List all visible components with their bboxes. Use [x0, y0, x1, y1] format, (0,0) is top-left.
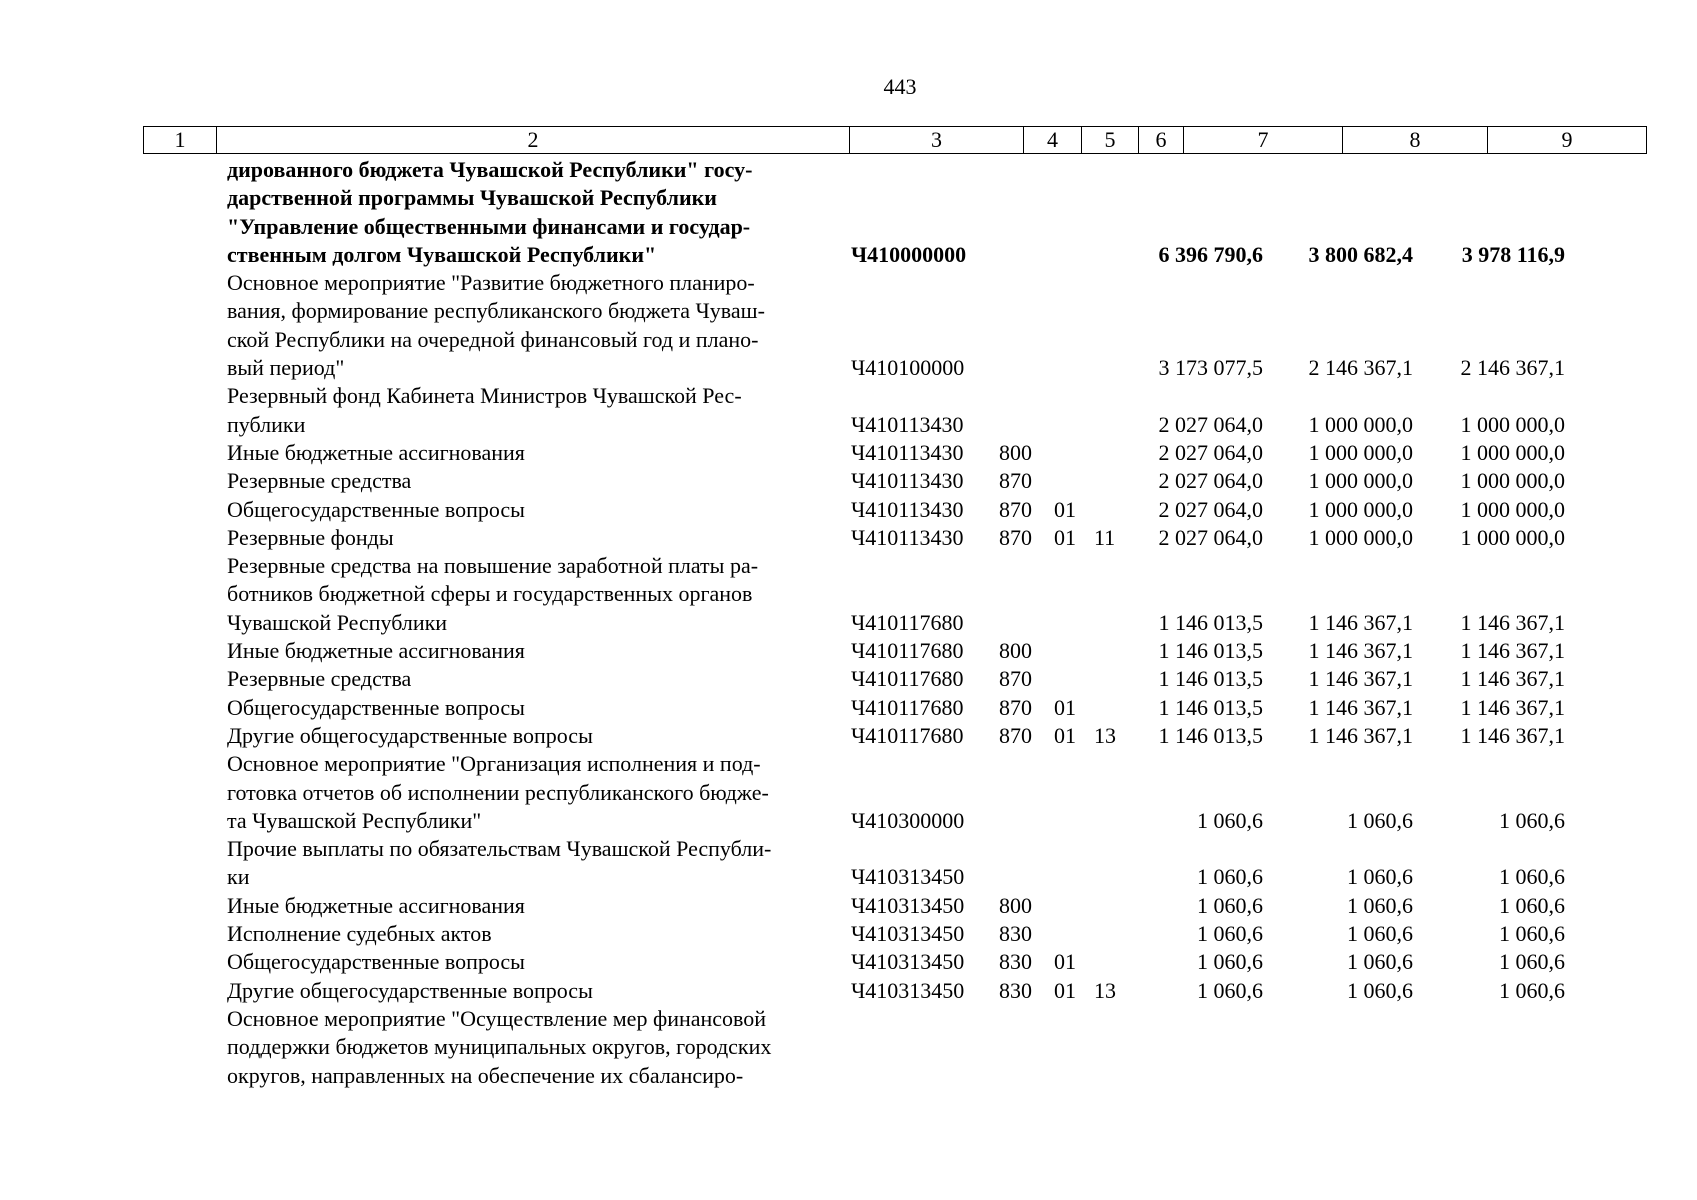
- description-line: ботников бюджетной сферы и государственных органов: [227, 581, 753, 607]
- description-line: округов, направленных на обеспечение их сбалансиро-: [227, 1062, 744, 1088]
- table-row: [143, 892, 1643, 920]
- description-line: Резервные фонды: [227, 524, 394, 550]
- amount-col-9: 3 978 116,9: [1461, 241, 1565, 267]
- section: 01: [1054, 496, 1076, 522]
- table-row: [143, 977, 1643, 1005]
- amount-col-9: 1 000 000,0: [1460, 524, 1565, 550]
- description-line: вый период": [227, 355, 345, 381]
- description-line: публики: [227, 411, 306, 437]
- amount-col-7: 2 027 064,0: [1158, 496, 1263, 522]
- amount-col-8: 1 060,6: [1347, 892, 1413, 918]
- description-line: дированного бюджета Чувашской Республики" госу-: [227, 157, 753, 182]
- expense-type: 870: [999, 694, 1032, 720]
- table-row: [143, 439, 1643, 467]
- amount-col-7: 1 146 013,5: [1158, 694, 1263, 720]
- table-row: [143, 467, 1643, 495]
- budget-code: Ч410117680: [851, 694, 964, 720]
- row-description: [227, 156, 832, 269]
- amount-col-8: 1 146 367,1: [1308, 722, 1413, 748]
- row-description: [227, 524, 832, 552]
- budget-table-body: [143, 156, 1643, 1090]
- header-row: [144, 127, 1647, 154]
- table-row: [143, 722, 1643, 750]
- budget-code: Ч410117680: [851, 609, 964, 635]
- budget-code: Ч410113430: [851, 439, 964, 465]
- column-number-header: [143, 126, 1647, 154]
- amount-col-8: 1 000 000,0: [1308, 411, 1413, 437]
- description-line: Другие общегосударственные вопросы: [227, 977, 593, 1003]
- section: 01: [1054, 524, 1076, 550]
- budget-code: Ч410113430: [851, 411, 964, 437]
- row-description: [227, 637, 832, 665]
- amount-col-9: 1 060,6: [1499, 807, 1565, 833]
- description-line: Общегосударственные вопросы: [227, 949, 525, 975]
- row-description: [227, 835, 832, 892]
- header-col-5: 5: [1082, 127, 1139, 154]
- expense-type: 800: [999, 638, 1032, 664]
- amount-col-7: 1 146 013,5: [1158, 666, 1263, 692]
- amount-col-7: 1 060,6: [1197, 977, 1263, 1003]
- amount-col-8: 1 060,6: [1347, 864, 1413, 890]
- amount-col-9: 1 060,6: [1499, 892, 1565, 918]
- description-line: "Управление общественными финансами и государ-: [227, 213, 751, 239]
- description-line: Резервные средства: [227, 666, 412, 692]
- amount-col-9: 1 000 000,0: [1460, 468, 1565, 494]
- budget-code: Ч410000000: [851, 241, 967, 267]
- amount-col-8: 1 146 367,1: [1308, 666, 1413, 692]
- amount-col-7: 1 146 013,5: [1158, 638, 1263, 664]
- description-line: Общегосударственные вопросы: [227, 496, 525, 522]
- amount-col-8: 1 060,6: [1347, 921, 1413, 947]
- table-row: [143, 496, 1643, 524]
- row-description: [227, 750, 832, 835]
- row-description: [227, 948, 832, 976]
- amount-col-7: 2 027 064,0: [1158, 468, 1263, 494]
- amount-col-8: 1 060,6: [1347, 977, 1413, 1003]
- amount-col-9: 1 146 367,1: [1460, 609, 1565, 635]
- row-description: [227, 694, 832, 722]
- expense-type: 830: [999, 977, 1032, 1003]
- header-col-2: 2: [217, 127, 850, 154]
- budget-code: Ч410300000: [851, 807, 965, 833]
- amount-col-9: 1 146 367,1: [1460, 638, 1565, 664]
- table-row: [143, 694, 1643, 722]
- description-line: ственным долгом Чувашской Республики": [227, 241, 657, 267]
- description-line: Основное мероприятие "Осуществление мер финансовой: [227, 1005, 767, 1031]
- budget-code: Ч410117680: [851, 722, 964, 748]
- description-line: ки: [227, 864, 250, 890]
- amount-col-9: 2 146 367,1: [1460, 355, 1565, 381]
- description-line: Резервный фонд Кабинета Министров Чувашской Рес-: [227, 383, 742, 409]
- table-row: [143, 382, 1643, 439]
- table-row: [143, 948, 1643, 976]
- budget-code: Ч410313450: [851, 864, 965, 890]
- expense-type: 830: [999, 921, 1032, 947]
- description-line: Иные бюджетные ассигнования: [227, 439, 525, 465]
- expense-type: 830: [999, 949, 1032, 975]
- row-description: [227, 920, 832, 948]
- amount-col-7: 2 027 064,0: [1158, 439, 1263, 465]
- amount-col-7: 1 060,6: [1197, 864, 1263, 890]
- amount-col-7: 1 146 013,5: [1158, 722, 1263, 748]
- table-row: [143, 156, 1643, 269]
- budget-code: Ч410313450: [851, 892, 965, 918]
- description-line: Иные бюджетные ассигнования: [227, 638, 525, 664]
- amount-col-9: 1 000 000,0: [1460, 411, 1565, 437]
- amount-col-7: 2 027 064,0: [1158, 411, 1263, 437]
- header-col-1: 1: [144, 127, 217, 154]
- amount-col-8: 1 000 000,0: [1308, 439, 1413, 465]
- description-line: Исполнение судебных актов: [227, 921, 492, 947]
- page-number: 443: [883, 74, 917, 99]
- table-row: [143, 637, 1643, 665]
- amount-col-8: 1 146 367,1: [1308, 694, 1413, 720]
- description-line: Основное мероприятие "Организация исполнения и под-: [227, 751, 761, 777]
- amount-col-8: 1 146 367,1: [1308, 638, 1413, 664]
- description-line: вания, формирование республиканского бюджета Чуваш-: [227, 298, 765, 324]
- subsection: 13: [1094, 722, 1116, 748]
- amount-col-7: 1 060,6: [1197, 921, 1263, 947]
- header-col-3: 3: [850, 127, 1024, 154]
- amount-col-8: 1 060,6: [1347, 949, 1413, 975]
- table-row: [143, 524, 1643, 552]
- amount-col-9: 1 000 000,0: [1460, 496, 1565, 522]
- description-line: Другие общегосударственные вопросы: [227, 722, 593, 748]
- amount-col-9: 1 146 367,1: [1460, 694, 1565, 720]
- row-description: [227, 439, 832, 467]
- amount-col-9: 1 000 000,0: [1460, 439, 1565, 465]
- row-description: [227, 467, 832, 495]
- description-line: Общегосударственные вопросы: [227, 694, 525, 720]
- amount-col-8: 1 000 000,0: [1308, 468, 1413, 494]
- amount-col-7: 3 173 077,5: [1158, 355, 1263, 381]
- budget-code: Ч410113430: [851, 468, 964, 494]
- row-description: [227, 269, 832, 382]
- budget-code: Ч410117680: [851, 666, 964, 692]
- expense-type: 870: [999, 524, 1032, 550]
- row-description: [227, 892, 832, 920]
- section: 01: [1054, 722, 1076, 748]
- description-line: Основное мероприятие "Развитие бюджетного планиро-: [227, 270, 755, 296]
- header-col-6: 6: [1139, 127, 1184, 154]
- row-description: [227, 1005, 832, 1090]
- description-line: Иные бюджетные ассигнования: [227, 892, 525, 918]
- amount-col-9: 1 060,6: [1499, 977, 1565, 1003]
- amount-col-7: 2 027 064,0: [1158, 524, 1263, 550]
- table-row: [143, 920, 1643, 948]
- expense-type: 870: [999, 496, 1032, 522]
- section: 01: [1054, 977, 1076, 1003]
- description-line: ской Республики на очередной финансовый год и плано-: [227, 326, 759, 352]
- expense-type: 870: [999, 666, 1032, 692]
- description-line: Чувашской Республики: [227, 609, 448, 635]
- expense-type: 870: [999, 468, 1032, 494]
- table-row: [143, 552, 1643, 637]
- row-description: [227, 382, 832, 439]
- row-description: [227, 496, 832, 524]
- table-row: [143, 1005, 1643, 1090]
- header-col-7: 7: [1184, 127, 1343, 154]
- table-row: [143, 665, 1643, 693]
- row-description: [227, 977, 832, 1005]
- budget-code: Ч410313450: [851, 977, 965, 1003]
- budget-code: Ч410313450: [851, 949, 965, 975]
- description-line: поддержки бюджетов муниципальных округов, городских: [227, 1034, 772, 1060]
- amount-col-7: 1 060,6: [1197, 949, 1263, 975]
- amount-col-7: 1 146 013,5: [1158, 609, 1263, 635]
- amount-col-8: 1 000 000,0: [1308, 524, 1413, 550]
- header-col-4: 4: [1024, 127, 1082, 154]
- header-col-8: 8: [1343, 127, 1488, 154]
- amount-col-9: 1 060,6: [1499, 921, 1565, 947]
- description-line: та Чувашской Республики": [227, 807, 482, 833]
- amount-col-8: 2 146 367,1: [1308, 355, 1413, 381]
- budget-code: Ч410113430: [851, 496, 964, 522]
- subsection: 13: [1094, 977, 1116, 1003]
- amount-col-8: 1 000 000,0: [1308, 496, 1413, 522]
- budget-code: Ч410100000: [851, 355, 965, 381]
- header-col-9: 9: [1488, 127, 1647, 154]
- expense-type: 800: [999, 892, 1032, 918]
- budget-code: Ч410313450: [851, 921, 965, 947]
- amount-col-9: 1 060,6: [1499, 949, 1565, 975]
- table-row: [143, 269, 1643, 382]
- subsection: 11: [1094, 524, 1116, 550]
- amount-col-7: 1 060,6: [1197, 892, 1263, 918]
- table-row: [143, 835, 1643, 892]
- row-description: [227, 722, 832, 750]
- expense-type: 870: [999, 722, 1032, 748]
- description-line: дарственной программы Чувашской Республики: [227, 185, 717, 211]
- table-row: [143, 750, 1643, 835]
- row-description: [227, 665, 832, 693]
- amount-col-9: 1 146 367,1: [1460, 722, 1565, 748]
- description-line: Резервные средства на повышение заработной платы ра-: [227, 553, 759, 579]
- budget-code: Ч410113430: [851, 524, 964, 550]
- amount-col-7: 1 060,6: [1197, 807, 1263, 833]
- description-line: Резервные средства: [227, 468, 412, 494]
- budget-code: Ч410117680: [851, 638, 964, 664]
- section: 01: [1054, 949, 1076, 975]
- description-line: готовка отчетов об исполнении республиканского бюдже-: [227, 779, 769, 805]
- expense-type: 800: [999, 439, 1032, 465]
- amount-col-7: 6 396 790,6: [1158, 241, 1263, 267]
- section: 01: [1054, 694, 1076, 720]
- amount-col-8: 1 060,6: [1347, 807, 1413, 833]
- amount-col-8: 3 800 682,4: [1308, 241, 1413, 267]
- amount-col-9: 1 060,6: [1499, 864, 1565, 890]
- amount-col-9: 1 146 367,1: [1460, 666, 1565, 692]
- description-line: Прочие выплаты по обязательствам Чувашской Республи-: [227, 836, 772, 862]
- row-description: [227, 552, 832, 637]
- amount-col-8: 1 146 367,1: [1308, 609, 1413, 635]
